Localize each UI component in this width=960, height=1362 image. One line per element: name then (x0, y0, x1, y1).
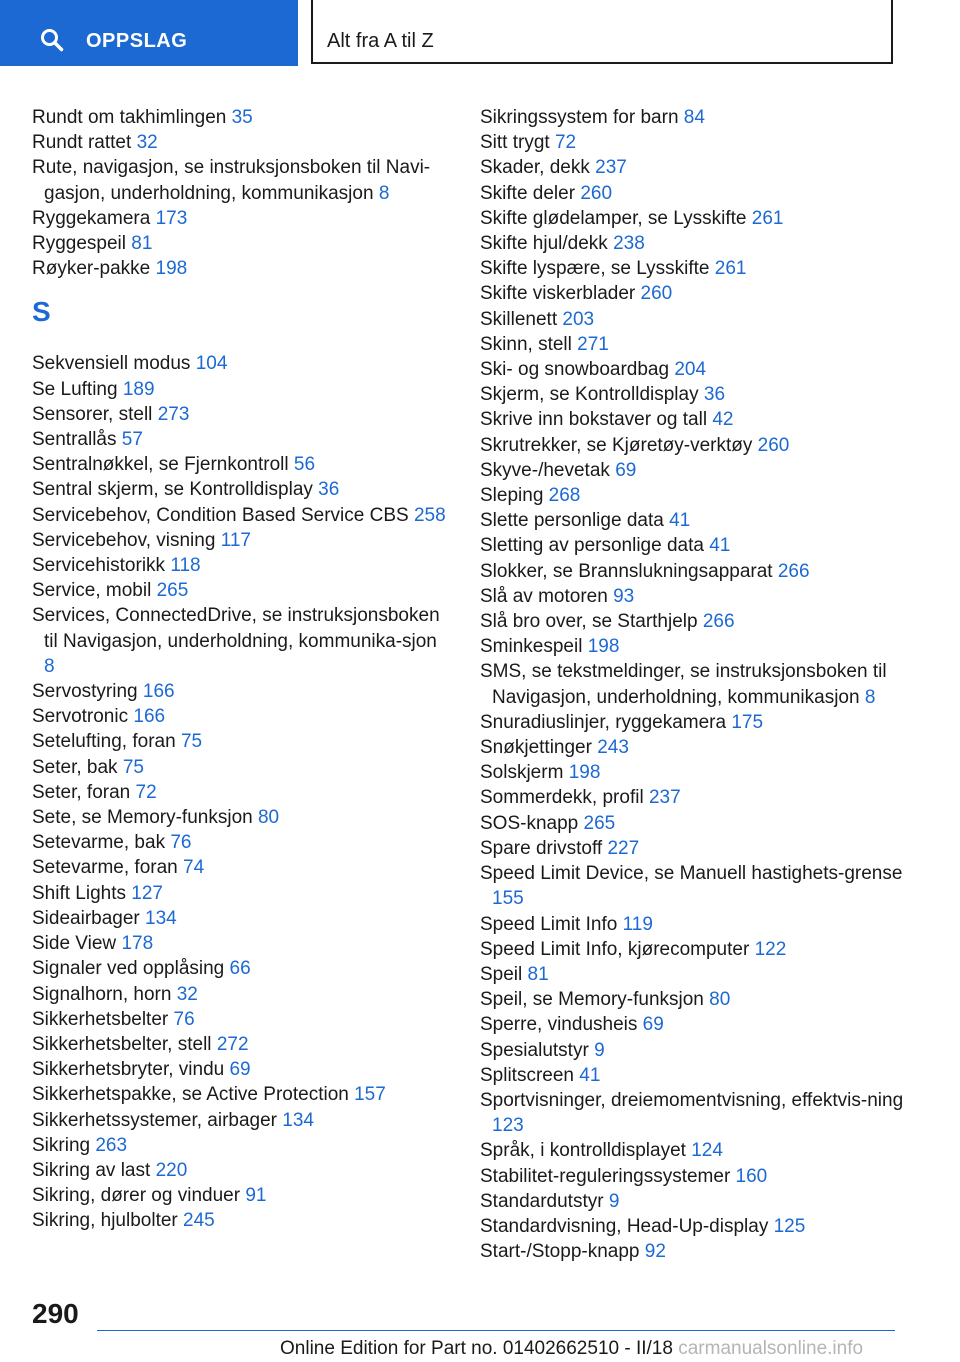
index-entry-text: Sikring, dører og vinduer (32, 1185, 241, 1207)
index-page-link[interactable]: 237 (595, 157, 627, 179)
index-entry (480, 1164, 920, 1189)
index-entry (480, 937, 920, 962)
index-entry-text: Ryggespeil (32, 233, 126, 255)
index-page-link[interactable]: 134 (282, 1109, 314, 1131)
index-entry-text: Sentralnøkkel, se Fjernkontroll (32, 454, 289, 476)
index-entry-text: Ski- og snowboardbag (480, 359, 670, 381)
index-entry-text: Snuradiuslinjer, ryggekamera (480, 711, 727, 733)
index-entry (32, 906, 452, 931)
tab-lookup[interactable] (0, 0, 298, 66)
index-page-link[interactable]: 41 (579, 1064, 601, 1086)
index-entry (32, 452, 452, 477)
index-entry (480, 105, 920, 130)
index-entry (32, 679, 452, 704)
index-entry (480, 861, 920, 911)
index-entry-text: Setelufting, foran (32, 731, 176, 753)
index-page-link[interactable]: 32 (176, 983, 198, 1005)
index-page-link[interactable]: 32 (136, 132, 158, 154)
index-entry-text: Sensorer, stell (32, 403, 153, 425)
index-entry-text: Sikring (32, 1134, 91, 1156)
index-entry-text: Sportvisninger, dreiemomentvisning, effektvis‐ning (480, 1089, 904, 1111)
index-entry (480, 307, 920, 332)
index-entry (32, 206, 452, 231)
index-entry (32, 1032, 452, 1057)
index-entry-text: Spare drivstoff (480, 837, 603, 859)
index-page-link[interactable]: 42 (712, 409, 734, 431)
index-page-link[interactable]: 273 (157, 403, 190, 425)
index-letter-heading: S (32, 296, 51, 328)
index-page-link[interactable]: 56 (293, 454, 316, 476)
index-page-link[interactable]: 66 (229, 958, 251, 980)
index-entry (32, 155, 452, 205)
index-entry (480, 130, 920, 155)
index-page-link[interactable]: 76 (173, 1008, 195, 1030)
index-entry-text: Rundt rattet (32, 132, 132, 154)
index-entry-text: Speil, se Memory-funksjon (480, 989, 704, 1011)
index-entry-text: Seter, bak (32, 756, 118, 778)
index-entry (480, 811, 920, 836)
index-page-link[interactable]: 258 (413, 504, 446, 526)
index-page-link[interactable]: 36 (318, 479, 340, 501)
index-entry (480, 231, 920, 256)
index-entry-text: Sletting av personlige data (480, 535, 704, 557)
index-page-link[interactable]: 122 (754, 938, 787, 960)
section-title: Alt fra A til Z (327, 30, 434, 52)
index-entry (480, 912, 920, 937)
search-icon (40, 28, 64, 52)
index-page-link[interactable]: 9 (608, 1190, 620, 1212)
index-entry-text: Shift Lights (32, 882, 126, 904)
index-page-link[interactable]: 265 (583, 812, 616, 834)
index-entry-text: Speed Limit Info, kjørecomputer (480, 938, 750, 960)
index-entry-text: Sikkerhetsbelter, stell (32, 1033, 212, 1055)
index-page-link[interactable]: 204 (674, 359, 707, 381)
index-page-link[interactable]: 104 (195, 353, 228, 375)
index-entry-text: Språk, i kontrolldisplayet (480, 1140, 686, 1162)
index-page-link[interactable]: 203 (562, 308, 595, 330)
index-entry-text: Sentral skjerm, se Kontrolldisplay (32, 479, 313, 501)
index-entry (480, 634, 920, 659)
index-page-link[interactable]: 41 (709, 535, 731, 557)
index-page-link[interactable]: 8 (864, 686, 876, 708)
index-entry-text: Skifte viskerblader (480, 283, 636, 305)
index-entry-text: Standardutstyr (480, 1190, 604, 1212)
index-entry (32, 704, 452, 729)
index-page-link[interactable]: 155 (492, 888, 524, 910)
index-page-link[interactable]: 166 (142, 681, 175, 703)
index-page-link[interactable]: 92 (644, 1241, 666, 1263)
index-entry (480, 433, 920, 458)
index-entry-text: Sikkerhetsbelter (32, 1008, 169, 1030)
index-entry-text: Sikring, hjulbolter (32, 1210, 178, 1232)
footer-edition (280, 1338, 863, 1360)
index-page-link[interactable]: 81 (527, 963, 549, 985)
index-page-link[interactable]: 74 (183, 857, 205, 879)
index-page-link[interactable]: 237 (648, 787, 681, 809)
index-entry-text: Seter, foran (32, 781, 131, 803)
index-entry-text: Splitscreen (480, 1064, 574, 1086)
index-entry-text: Sikkerhetsbryter, vindu (32, 1059, 225, 1081)
index-page-link[interactable]: 160 (735, 1165, 768, 1187)
index-page-link[interactable]: 80 (257, 807, 280, 829)
index-page-link[interactable]: 260 (640, 283, 673, 305)
index-entry (32, 402, 452, 427)
index-entry-text: Side View (32, 933, 117, 955)
index-entry (32, 351, 452, 376)
index-entry (32, 1108, 452, 1133)
index-entry (32, 130, 452, 155)
index-entry-text: Skyve-/hevetak (480, 459, 610, 481)
index-page-link[interactable]: 41 (669, 510, 691, 532)
index-entry-text: Sitt trygt (480, 132, 550, 154)
index-entry-text: Sminkespeil (480, 636, 583, 658)
index-page-link[interactable]: 198 (155, 258, 188, 280)
index-entry-text: Skader, dekk (480, 157, 590, 179)
index-entry-text: Ryggekamera (32, 207, 151, 229)
index-page-link[interactable]: 72 (554, 132, 577, 154)
index-entry-text: SMS, se tekstmeldinger, se instruksjonsboken til Navigasjon, underholdning, kommunikasjon (480, 661, 887, 708)
index-page-link[interactable]: 69 (642, 1014, 664, 1036)
index-entry (480, 483, 920, 508)
index-page-link[interactable]: 175 (731, 711, 764, 733)
index-page-link[interactable]: 119 (622, 913, 653, 935)
index-entry-text: Sikring av last (32, 1159, 151, 1181)
index-entry-text: Start-/Stopp-knapp (480, 1241, 640, 1263)
index-entry (480, 1214, 920, 1239)
index-page-link[interactable]: 227 (607, 837, 640, 859)
index-entry-text: Røyker-pakke (32, 258, 151, 280)
index-page-link[interactable]: 69 (615, 459, 637, 481)
index-entry-text: Signaler ved opplåsing (32, 958, 225, 980)
edition-text: Online Edition for Part no. 01402662510 - II/18 (280, 1338, 673, 1359)
index-page-link[interactable]: 266 (702, 611, 735, 633)
index-entry-text: Speil (480, 963, 523, 985)
index-page-link[interactable]: 271 (577, 333, 609, 355)
index-entry-text: Signalhorn, horn (32, 983, 172, 1005)
index-entry-text: Slå bro over, se Starthjelp (480, 611, 698, 633)
index-page-link[interactable]: 166 (133, 706, 166, 728)
index-entry (480, 155, 920, 180)
index-page-link[interactable]: 198 (587, 636, 620, 658)
index-entry (480, 508, 920, 533)
index-entry (32, 1082, 452, 1107)
index-entry-text: SOS-knapp (480, 812, 579, 834)
index-page-link[interactable]: 75 (122, 756, 144, 778)
index-page-link[interactable]: 134 (145, 907, 177, 929)
index-entry (480, 1088, 920, 1138)
index-page-link[interactable]: 84 (683, 107, 705, 128)
index-entry (480, 760, 920, 785)
index-entry (32, 256, 452, 281)
index-page-link[interactable]: 75 (180, 731, 203, 753)
index-entry (32, 528, 452, 553)
index-entry (32, 1158, 452, 1183)
index-entry (480, 533, 920, 558)
index-page-link[interactable]: 189 (122, 378, 155, 400)
index-page-link[interactable]: 268 (548, 485, 581, 507)
index-page-link[interactable]: 245 (183, 1210, 215, 1232)
index-entry (480, 962, 920, 987)
index-page-link[interactable]: 178 (121, 933, 154, 955)
index-entry (32, 830, 452, 855)
index-entry-text: Setevarme, bak (32, 832, 166, 854)
index-entry (32, 1057, 452, 1082)
index-entry (480, 584, 920, 609)
index-entry-text: Servicehistorikk (32, 555, 166, 577)
index-entry (480, 785, 920, 810)
index-page-link[interactable]: 35 (231, 107, 253, 128)
index-entry-text: Rundt om takhimlingen (32, 107, 227, 128)
index-entry-text: Skinn, stell (480, 333, 572, 355)
index-entry-text: Se Lufting (32, 378, 118, 400)
index-entry-text: Speed Limit Info (480, 913, 618, 935)
index-entry (32, 553, 452, 578)
index-page-link[interactable]: 238 (613, 233, 645, 255)
index-entry-text: Servicebehov, visning (32, 529, 216, 551)
index-page-link[interactable]: 76 (170, 832, 192, 854)
index-page-link[interactable]: 81 (131, 233, 153, 255)
index-entry-text: Skifte glødelamper, se Lysskifte (480, 207, 747, 229)
index-page-link[interactable]: 123 (492, 1115, 524, 1137)
index-entry-text: Sideairbager (32, 907, 140, 929)
index-entry (480, 1063, 920, 1088)
index-entry (480, 1189, 920, 1214)
index-entry-text: Skrutrekker, se Kjøretøy-verktøy (480, 434, 753, 456)
index-entry (480, 206, 920, 231)
index-entry (32, 881, 452, 906)
index-entry (32, 477, 452, 502)
index-entry (32, 503, 452, 528)
index-entry-text: Standardvisning, Head-Up-display (480, 1215, 769, 1237)
index-entry-text: Solskjerm (480, 762, 564, 784)
index-entry (480, 710, 920, 735)
index-page-link[interactable]: 93 (613, 585, 635, 607)
index-entry (32, 1133, 452, 1158)
index-entry-text: Rute, navigasjon, se instruksjonsboken til Navi‐gasjon, underholdning, kommunikasjon (32, 157, 431, 204)
index-entry-text: Services, ConnectedDrive, se instruksjonsboken til Navigasjon, underholdning, kommunika‐sjon (32, 605, 440, 652)
index-entry-text: Sperre, vindusheis (480, 1014, 638, 1036)
index-entry-text: Snøkjettinger (480, 737, 592, 759)
index-page-link[interactable]: 36 (703, 384, 726, 406)
index-entry-text: Sikringssystem for barn (480, 107, 679, 128)
index-entry-text: Skrive inn bokstaver og tall (480, 409, 708, 431)
index-entry (480, 332, 920, 357)
index-entry (480, 1239, 920, 1264)
index-entry-text: Sleping (480, 485, 544, 507)
index-entry-text: Skillenett (480, 308, 558, 330)
index-page-link[interactable]: 198 (568, 762, 601, 784)
index-entry (32, 377, 452, 402)
footer-divider (97, 1330, 895, 1331)
index-entry (32, 578, 452, 603)
index-page-link[interactable]: 57 (121, 429, 143, 451)
index-entry (480, 458, 920, 483)
index-entry (480, 1038, 920, 1063)
index-column-left (32, 105, 452, 1234)
index-entry (32, 1183, 452, 1208)
index-page-link[interactable]: 265 (156, 580, 189, 602)
index-page-link[interactable]: 72 (135, 781, 157, 803)
index-page-link[interactable]: 80 (709, 989, 731, 1011)
index-column-right (480, 105, 920, 1264)
index-page-link[interactable]: 260 (580, 182, 613, 204)
index-entry-text: Setevarme, foran (32, 857, 178, 879)
index-entry-text: Skifte lyspære, se Lysskifte (480, 258, 710, 280)
index-entry (480, 836, 920, 861)
index-entry-text: Service, mobil (32, 580, 152, 602)
index-entry-text: Sentrallås (32, 429, 117, 451)
index-entry (480, 559, 920, 584)
index-page-link[interactable]: 8 (44, 655, 55, 677)
index-page-link[interactable]: 125 (773, 1215, 806, 1237)
index-entry (480, 1138, 920, 1163)
index-entry (480, 1012, 920, 1037)
page-number: 290 (32, 1298, 79, 1329)
index-entry (32, 855, 452, 880)
index-entry-text: Slette personlige data (480, 510, 664, 532)
header-bar (0, 0, 960, 66)
index-page-link[interactable]: 124 (691, 1140, 723, 1162)
index-entry (480, 407, 920, 432)
index-page-link[interactable]: 220 (155, 1159, 188, 1181)
index-entry (32, 982, 452, 1007)
index-entry (480, 382, 920, 407)
index-entry (32, 780, 452, 805)
index-entry (32, 755, 452, 780)
index-entry (32, 931, 452, 956)
index-page-link[interactable]: 261 (714, 258, 747, 280)
index-page-link[interactable]: 118 (170, 555, 201, 577)
index-entry (480, 281, 920, 306)
index-entry-text: Spesialutstyr (480, 1039, 589, 1061)
index-entry (32, 729, 452, 754)
index-page-link[interactable]: 91 (245, 1185, 267, 1207)
index-entry (480, 609, 920, 634)
index-entry-text: Sete, se Memory-funksjon (32, 807, 253, 829)
index-page-link[interactable]: 266 (777, 560, 810, 582)
index-entry (480, 256, 920, 281)
index-entry (32, 805, 452, 830)
index-entry (480, 659, 920, 709)
index-entry (32, 231, 452, 256)
index-entry-text: Sekvensiell modus (32, 353, 191, 375)
index-page-link[interactable]: 260 (757, 434, 790, 456)
index-entry (480, 181, 920, 206)
index-entry-text: Servostyring (32, 681, 138, 703)
index-entry-text: Servotronic (32, 706, 129, 728)
index-entry (32, 1208, 452, 1233)
index-page-link[interactable]: 157 (354, 1084, 386, 1106)
index-page-link[interactable]: 9 (594, 1039, 605, 1061)
index-page-link[interactable]: 8 (378, 182, 390, 204)
index-entry-text: Sikkerhetssystemer, airbager (32, 1109, 277, 1131)
index-entry-text: Sikkerhetspakke, se Active Protection (32, 1084, 349, 1106)
index-page-link[interactable]: 117 (220, 529, 251, 551)
index-page-link[interactable]: 261 (751, 207, 784, 229)
index-entry-text: Slå av motoren (480, 585, 608, 607)
index-entry (480, 987, 920, 1012)
tab-lookup-label: OPPSLAG (86, 30, 188, 52)
index-entry (32, 427, 452, 452)
index-entry-text: Stabilitet-reguleringssystemer (480, 1165, 731, 1187)
index-entry (32, 105, 452, 130)
index-entry-text: Servicebehov, Condition Based Service CBS (32, 504, 409, 526)
index-entry (32, 603, 452, 679)
index-entry (480, 357, 920, 382)
index-page-link[interactable]: 272 (216, 1033, 249, 1055)
section-title-tab (311, 0, 893, 64)
index-page-link[interactable]: 243 (597, 737, 629, 759)
index-page-link[interactable]: 263 (95, 1134, 128, 1156)
index-entry (480, 735, 920, 760)
index-page-link[interactable]: 127 (131, 882, 163, 904)
index-entry-text: Sommerdekk, profil (480, 787, 644, 809)
index-page-link[interactable]: 173 (155, 207, 188, 229)
index-entry-text: Slokker, se Brannslukningsapparat (480, 560, 773, 582)
index-entry-text: Skifte deler (480, 182, 576, 204)
index-entry (32, 956, 452, 981)
index-entry-text: Speed Limit Device, se Manuell hastighets‐grense (480, 863, 903, 885)
watermark: carmanualsonline.info (678, 1338, 864, 1359)
index-entry-text: Skjerm, se Kontrolldisplay (480, 384, 699, 406)
index-entry-text: Skifte hjul/dekk (480, 233, 608, 255)
index-page-link[interactable]: 69 (229, 1059, 251, 1081)
index-entry (32, 1007, 452, 1032)
